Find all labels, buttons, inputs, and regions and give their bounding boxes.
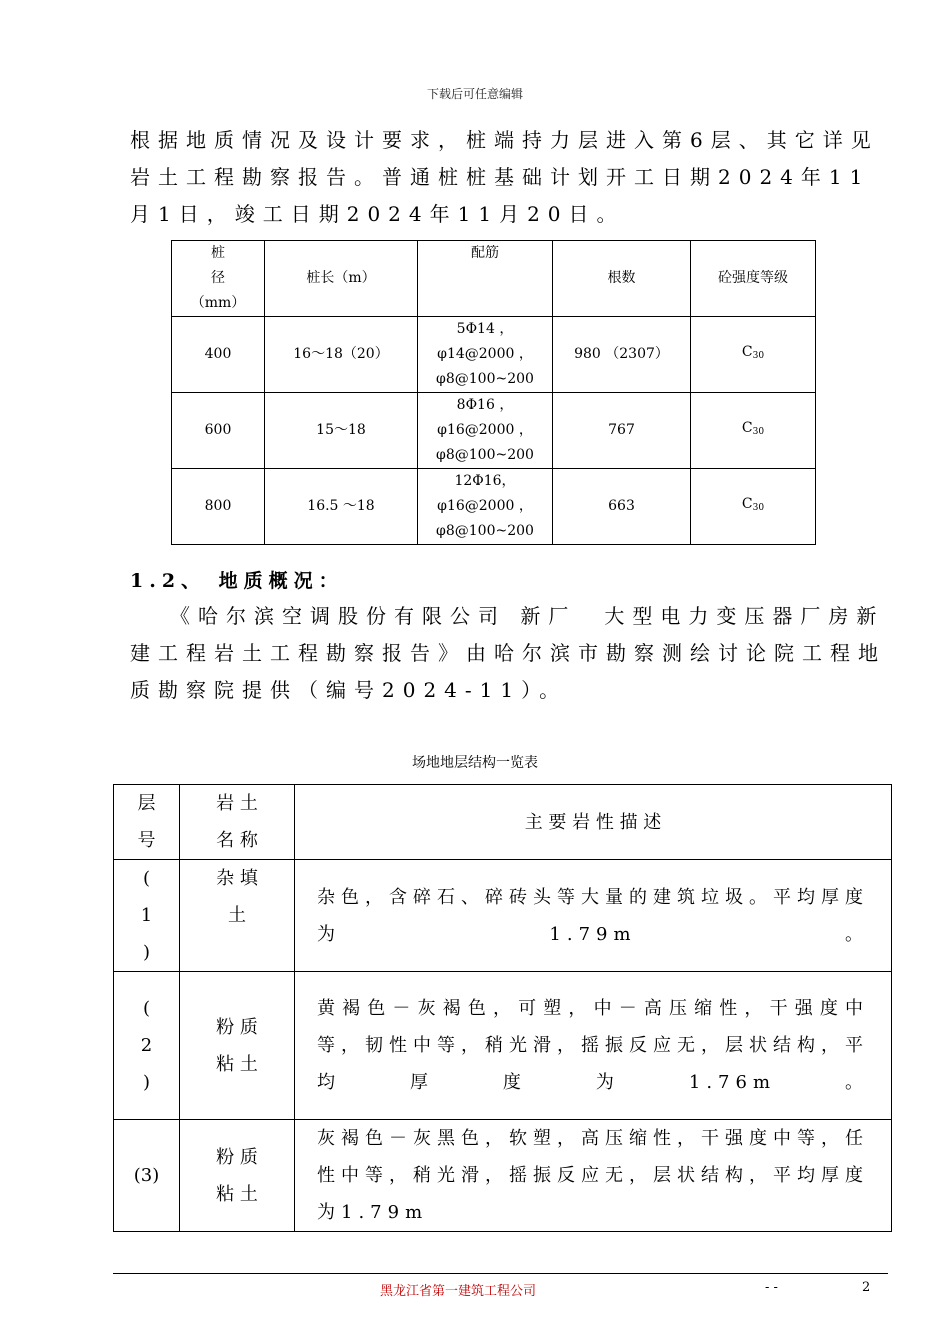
cell-grade: [691, 317, 816, 393]
grade-sub: 30: [752, 503, 765, 513]
header-diameter-line: （mm）: [190, 295, 246, 311]
rebar-line: φ8@100~200: [436, 447, 534, 463]
layer-line: (: [142, 998, 151, 1019]
layer-line: 2: [140, 1035, 153, 1056]
header-diameter: [172, 241, 265, 317]
section-title: 1.2、 地质概况：: [130, 570, 344, 592]
cell-length: 16～18（20）: [265, 317, 418, 393]
name-line: 粉 质: [216, 1146, 258, 1168]
header-rebar: 配筋: [418, 241, 553, 317]
cell-layer: [114, 860, 180, 972]
table-row: [114, 972, 892, 1120]
name-line: 粘 土: [216, 1183, 258, 1205]
cell-name: [180, 1120, 295, 1232]
cell-desc: 黄褐色－灰褐色，可塑，中－高压缩性，干强度中等，韧性中等，稍光滑，摇振反应无，层状结构，平均厚度为1.76m。: [295, 972, 892, 1120]
table-row: [172, 469, 816, 545]
table-row: [172, 317, 816, 393]
paragraph-pile-plan: 根据地质情况及设计要求，桩端持力层进入第6层、其它详见岩土工程勘察报告。普通桩桩基础计划开工日期2024年11月1日，竣工日期2024年11月20日。: [130, 128, 879, 226]
header-desc: 主 要 岩 性 描 述: [295, 785, 892, 860]
cell-diameter: 600: [172, 393, 265, 469]
layer-line: (: [142, 868, 151, 889]
header-name-line: 岩 土: [216, 793, 258, 814]
header-name: [180, 785, 295, 860]
header-length: 桩长（m）: [265, 241, 418, 317]
rebar-line: φ8@100~200: [436, 523, 534, 539]
cell-count: 767: [553, 393, 691, 469]
strata-table: [113, 784, 892, 1232]
name-line: 粘 土: [216, 1053, 258, 1075]
cell-name: [180, 860, 295, 972]
cell-grade: [691, 393, 816, 469]
rebar-line: 12Φ16，: [454, 473, 516, 489]
grade-sub: 30: [752, 351, 765, 361]
layer-line: 1: [140, 905, 153, 926]
rebar-line: φ16@2000 ，: [437, 498, 533, 514]
cell-diameter: 400: [172, 317, 265, 393]
rebar-line: φ14@2000 ，: [437, 346, 533, 362]
grade-sub: 30: [752, 427, 765, 437]
rebar-line: 8Φ16 ，: [456, 397, 514, 413]
page-number: 2: [862, 1280, 871, 1295]
cell-layer: (3): [114, 1120, 180, 1232]
cell-count: 980 （2307）: [553, 317, 691, 393]
rebar-line: φ8@100~200: [436, 371, 534, 387]
footer-dash: - -: [765, 1280, 778, 1295]
rebar-line: 5Φ14 ，: [456, 321, 514, 337]
name-line: 粉 质: [216, 1016, 258, 1038]
grade-main: C: [741, 496, 753, 512]
cell-grade: [691, 469, 816, 545]
layer-line: ): [142, 1072, 151, 1093]
pile-table-header: [172, 241, 816, 317]
header-note: 下载后可任意编辑: [426, 87, 523, 101]
cell-desc: 灰褐色－灰黑色，软塑，高压缩性，干强度中等，任性中等，稍光滑，摇振反应无，层状结构，平均厚度为1.79m: [295, 1120, 892, 1232]
header-count: 根数: [553, 241, 691, 317]
footer-company: 黑龙江省第一建筑工程公司: [380, 1284, 537, 1299]
name-line: 杂 填: [216, 868, 258, 889]
grade-main: C: [741, 420, 753, 436]
cell-length: 16.5 ～18: [265, 469, 418, 545]
cell-rebar: [418, 393, 553, 469]
cell-rebar: [418, 317, 553, 393]
cell-desc: 杂色，含碎石、碎砖头等大量的建筑垃圾。平均厚度为1.79m。: [295, 860, 892, 972]
header-layer: [114, 785, 180, 860]
layer-line: ): [142, 942, 151, 963]
pile-table: [171, 240, 816, 545]
strata-table-caption: 场地地层结构一览表: [412, 755, 538, 771]
table-row: [114, 1120, 892, 1232]
header-layer-line: 号: [137, 830, 156, 851]
header-diameter-line: 桩: [211, 245, 225, 261]
header-name-line: 名 称: [216, 830, 258, 851]
cell-layer: [114, 972, 180, 1120]
header-diameter-line: 径: [211, 270, 225, 286]
rebar-line: φ16@2000 ，: [437, 422, 533, 438]
strata-table-header: [114, 785, 892, 860]
name-line: 土: [228, 905, 246, 926]
header-layer-line: 层: [137, 793, 156, 814]
paragraph-report-source: 《哈尔滨空调股份有限公司 新厂 大型电力变压器厂房新建工程岩土工程勘察报告》由哈尔滨市勘察测绘讨论院工程地质勘察院提供（编号2024-11）。: [130, 604, 886, 702]
cell-rebar: [418, 469, 553, 545]
table-row: [114, 860, 892, 972]
cell-name: [180, 972, 295, 1120]
table-row: [172, 393, 816, 469]
footer-divider: [113, 1273, 888, 1274]
grade-main: C: [741, 344, 753, 360]
cell-diameter: 800: [172, 469, 265, 545]
cell-count: 663: [553, 469, 691, 545]
header-grade: 砼强度等级: [691, 241, 816, 317]
cell-length: 15～18: [265, 393, 418, 469]
